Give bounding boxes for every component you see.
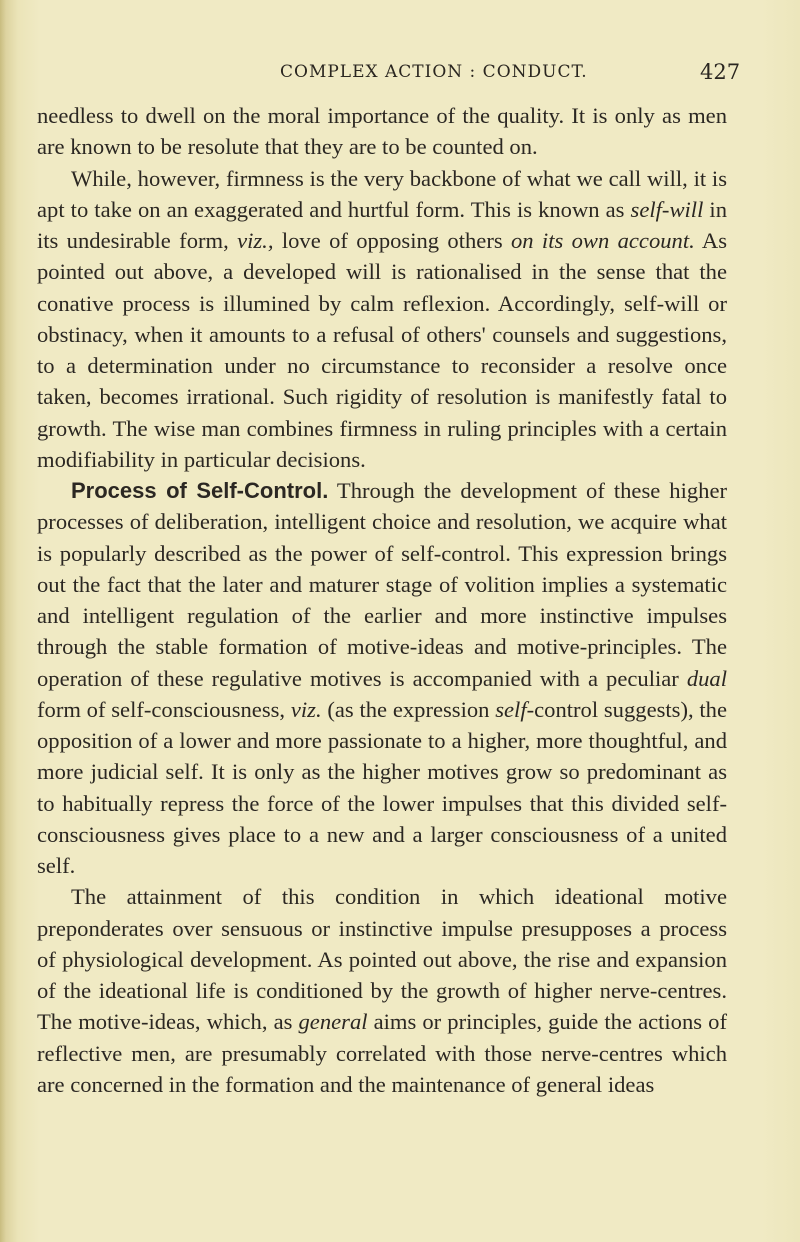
section-heading: Process of Self-Control.	[71, 478, 329, 503]
text-run: aims or principles, guide the actions of reflective men, are presumably correlated with those nerve-centres which are concerned in the formation and the maintenance of general ideas	[37, 1009, 727, 1097]
text-run: -control suggests), the opposition of a lower and more passionate to a higher, more thoughtful, and more judicial self. It is only as the higher motives grow so predominant as to habitually repress the force of the lower impulses that this divided self-consciousness gives place to a new and a larger consciousness of a united self.	[37, 696, 728, 878]
text-run: While, however, firmness is the very backbone of what we call will, it is apt to take on an exaggerated and hurtful form. This is known as	[37, 165, 727, 222]
italic-run: self	[495, 696, 527, 722]
page-header	[0, 62, 800, 86]
text-run: As pointed out above, a developed will is rationalised in the sense that the conative process is illumined by calm reflexion. Accordingly, self-will or obstinacy, when it amounts to a refusal of others' counsels and suggestions, to a determination under no circumstance to reconsider a resolve once taken, becomes irrational. Such rigidity of resolution is manifestly fatal to growth. The wise man combines firmness in ruling principles with a certain modifiability in particular decisions.	[37, 228, 727, 472]
italic-run: viz.,	[237, 228, 274, 253]
italic-run: viz.	[290, 696, 322, 722]
italic-run: self-will	[630, 196, 704, 222]
paragraph-3	[37, 475, 727, 881]
text-run: form of self-consciousness,	[37, 696, 291, 722]
text-run: Through the development of these higher processes of deliberation, intelligent choice and resolution, we acquire what is popularly described as the power of self-control. This expression brings out the fact that the later and maturer stage of volition implies a systematic and intelligent regulation of the earlier and more instinctive impulses through the stable formation of motive-ideas and motive-principles. The operation of these regulative motives is accompanied with a peculiar	[37, 478, 728, 691]
body-text	[37, 100, 727, 1100]
italic-run: general	[298, 1009, 368, 1035]
page-number: 427	[700, 60, 741, 84]
paragraph-2	[37, 163, 727, 476]
text-run: love of opposing others	[273, 228, 511, 253]
running-head: COMPLEX ACTION : CONDUCT.	[280, 62, 588, 82]
paragraph-1: needless to dwell on the moral importance of the quality. It is only as men are known to be resolute that they are to be counted on.	[37, 103, 727, 160]
paragraph-4	[37, 881, 727, 1100]
text-run: (as the expression	[321, 696, 496, 722]
italic-run: dual	[686, 665, 727, 691]
text-run: in its undesirable form,	[37, 196, 727, 253]
italic-run: on its own account.	[510, 228, 695, 253]
text-run: The attainment of this condition in which ideational motive preponderates over sensuous or instinctive impulse presupposes a process of physiological development. As pointed out above, the rise and expansion of the ideational life is conditioned by the growth of higher nerve-centres. The motive-ideas, which, as	[37, 884, 727, 1035]
